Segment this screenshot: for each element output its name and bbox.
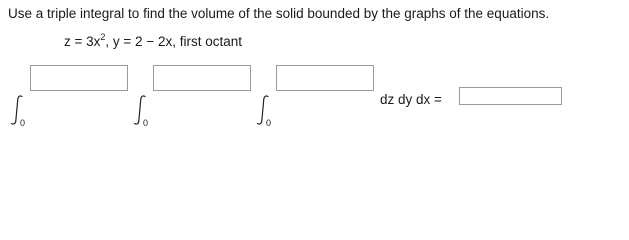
outer-upper-limit-input[interactable] xyxy=(30,65,128,91)
volume-answer-input[interactable] xyxy=(459,87,562,105)
outer-lower-limit: 0 xyxy=(20,118,26,128)
problem-statement: Use a triple integral to find the volume of the solid bounded by the graphs of the equations. xyxy=(8,6,550,21)
inner-lower-limit: 0 xyxy=(266,118,272,128)
middle-upper-limit-input[interactable] xyxy=(153,65,251,91)
equation-exponent: 2 xyxy=(100,31,106,42)
inner-upper-limit-input[interactable] xyxy=(276,65,374,91)
equations-line xyxy=(64,33,242,51)
middle-lower-limit: 0 xyxy=(143,118,149,128)
differentials-label: dz dy dx = xyxy=(380,92,442,107)
equation-prefix: z = 3x xyxy=(64,34,101,49)
equation-suffix: , y = 2 − 2x, first octant xyxy=(105,34,242,49)
